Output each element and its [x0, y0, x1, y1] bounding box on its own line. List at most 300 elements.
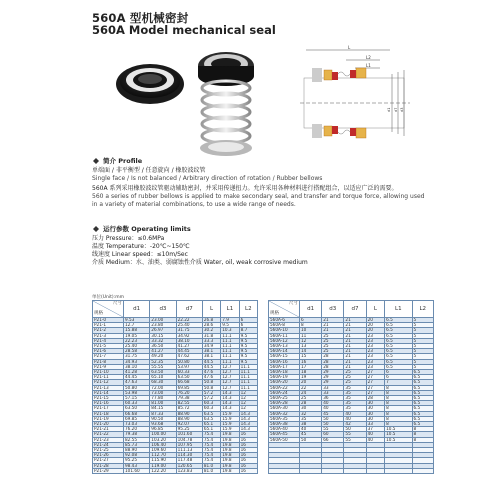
table-cell-value: 12.7 — [221, 370, 239, 375]
table-cell-value: 11.1 — [239, 385, 257, 390]
table-cell-value: 5 — [412, 359, 434, 364]
table-cell-value: 79.38 — [124, 432, 150, 437]
table-cell-value: 10.5 — [385, 432, 412, 437]
table-cell-value: 12 — [239, 401, 257, 406]
col-header-L1: L1 — [385, 301, 412, 318]
table-cell-value: 19.8 — [221, 453, 239, 458]
table-cell-value: 123.83 — [176, 468, 202, 473]
table-cell-value: 23 — [366, 364, 385, 369]
table-corner-header: 尺寸 规格 — [94, 301, 122, 316]
table-cell-model: P21-13 — [93, 385, 124, 390]
unit-note: 单位(Unit):mm — [92, 295, 124, 300]
diamond-bullet-icon — [92, 226, 100, 232]
table-cell-value: 44.45 — [176, 349, 202, 354]
table-cell-value: 38.1 — [202, 349, 220, 354]
col-header-L2: L2 — [239, 301, 257, 318]
table-cell-value: 11.1 — [239, 380, 257, 385]
table-cell-value: 50 — [322, 422, 344, 427]
table-cell-value: 76.20 — [176, 390, 202, 395]
table-cell-value: 31.8 — [202, 333, 220, 338]
table-cell-value: 9.5 — [239, 354, 257, 359]
table-cell-value: 9.53 — [124, 318, 150, 323]
table-cell-model: 560A-15 — [269, 354, 300, 359]
table-cell-value: 44.5 — [202, 364, 220, 369]
table-cell-value: 19.8 — [221, 432, 239, 437]
table-cell-value: 19.8 — [221, 437, 239, 442]
table-cell-value: 21 — [344, 349, 366, 354]
table-cell-value: 41.28 — [124, 370, 150, 375]
table-cell-value: 65.10 — [150, 375, 176, 380]
table-cell-value: 50.80 — [176, 359, 202, 364]
table-cell-model: P21-3 — [93, 333, 124, 338]
table-cell-value: 35 — [344, 406, 366, 411]
table-cell-value: 57.2 — [202, 396, 220, 401]
table-cell-value: 6.5 — [412, 375, 434, 380]
table-cell-value: 33.3 — [202, 338, 220, 343]
col-header-d1: d1 — [300, 301, 322, 318]
table-cell-value: 5 — [412, 318, 434, 323]
table-cell-value: 6 — [239, 323, 257, 328]
table-cell-value — [344, 468, 366, 473]
table-cell-model: 560A-40 — [269, 427, 300, 432]
product-photo — [108, 44, 268, 164]
dim-label-d3: d3 — [400, 107, 404, 112]
table-cell-value: 14.3 — [221, 390, 239, 395]
table-cell-value: 25 — [322, 349, 344, 354]
table-cell-value: 36 — [322, 396, 344, 401]
table-cell-value: 6.5 — [412, 370, 434, 375]
operating-temperature: 温度 Temperature：-20℃~150℃ — [92, 243, 190, 250]
table-cell-value: 6.5 — [385, 323, 412, 328]
table-cell-value: 41.27 — [176, 344, 202, 349]
table-cell-value: 27 — [366, 375, 385, 380]
table-cell-value: 12.7 — [221, 364, 239, 369]
table-cell-value: 27 — [366, 380, 385, 385]
table-cell-value: 11.1 — [221, 354, 239, 359]
table-cell-value: 23 — [366, 354, 385, 359]
table-cell-value: 20 — [366, 318, 385, 323]
table-cell-value: 23.80 — [150, 323, 176, 328]
table-cell-value: 8 — [385, 411, 412, 416]
col-header-d3: d3 — [322, 301, 344, 318]
profile-line1: 单端面 / 非平衡型 / 任意旋向 / 橡胶波纹管 — [92, 167, 206, 174]
table-cell-value: 8 — [385, 390, 412, 395]
table-cell-value: 6.5 — [385, 333, 412, 338]
table-cell-value: 19.05 — [124, 333, 150, 338]
table-cell-value: 8 — [385, 416, 412, 421]
dim-label-d7: d7 — [394, 107, 398, 112]
table-cell-value: 21 — [344, 344, 366, 349]
table-cell-model: 560A-8 — [269, 323, 300, 328]
table-corner-header: 尺寸 规格 — [270, 301, 298, 316]
table-cell-value: 7.9 — [221, 318, 239, 323]
table-cell-value: 25 — [322, 333, 344, 338]
table-cell-value: 68.30 — [150, 380, 176, 385]
table-cell-value: 49.20 — [150, 354, 176, 359]
table-cell-value: 21 — [344, 333, 366, 338]
table-cell-value: 75.4 — [202, 432, 220, 437]
table-cell-value: 6.5 — [385, 318, 412, 323]
table-cell-value: 25 — [344, 370, 366, 375]
table-cell-value: 82.55 — [176, 401, 202, 406]
table-cell-value: 66 — [322, 437, 344, 442]
table-cell-value: 82.55 — [124, 437, 150, 442]
table-cell-value: 12 — [239, 396, 257, 401]
table-cell-value: 27 — [366, 385, 385, 390]
table-cell-value: 7 — [385, 380, 412, 385]
table-cell-value: 18 — [300, 370, 322, 375]
table-cell-model: P21-18 — [93, 411, 124, 416]
table-cell-value: 45 — [322, 411, 344, 416]
table-cell-value — [322, 468, 344, 473]
table-cell-value: 6.5 — [385, 349, 412, 354]
table-cell-value: 16 — [239, 463, 257, 468]
col-header-d1: d1 — [124, 301, 150, 318]
table-cell-model: P21-19 — [93, 416, 124, 421]
col-header-L1: L1 — [221, 301, 239, 318]
table-cell-value: 12.7 — [124, 323, 150, 328]
table-cell-value: 25 — [300, 396, 322, 401]
dimension-table-p21 — [92, 300, 258, 474]
table-cell-model: P21-23 — [93, 437, 124, 442]
table-cell-model: P21-27 — [93, 458, 124, 463]
table-cell-value: 34.9 — [202, 344, 220, 349]
table-cell-value: 22.22 — [176, 318, 202, 323]
table-cell-value: 12 — [239, 406, 257, 411]
profile-line5: in a variety of material combinations, to use a wide range of needs. — [92, 201, 296, 208]
table-cell-model: 560A-20 — [269, 380, 300, 385]
table-cell-value: 65.1 — [202, 422, 220, 427]
table-cell-value: 25 — [322, 338, 344, 343]
table-cell-value: 11.1 — [221, 333, 239, 338]
table-cell-value: 8 — [385, 422, 412, 427]
table-cell-value: 40 — [322, 406, 344, 411]
table-cell-value: 16 — [300, 359, 322, 364]
table-cell-value: 81.00 — [150, 401, 176, 406]
table-cell-model: P21-11 — [93, 375, 124, 380]
table-cell-value: 22 — [300, 385, 322, 390]
table-cell-value: 23.00 — [150, 318, 176, 323]
table-cell-value: 117.48 — [176, 458, 202, 463]
table-cell-model: P21-9 — [93, 364, 124, 369]
col-header-L2: L2 — [412, 301, 434, 318]
table-cell-value: 93.68 — [150, 422, 176, 427]
table-cell-value: 36.50 — [150, 344, 176, 349]
table-row — [269, 468, 434, 473]
table-cell-value: 73.03 — [124, 422, 150, 427]
table-cell-value: 6.5 — [385, 328, 412, 333]
table-cell-value: 28 — [366, 396, 385, 401]
table-cell-value: 28 — [322, 359, 344, 364]
table-cell-model: 560A-35 — [269, 416, 300, 421]
operating-medium: 介质 Medium：水、油类、弱腐蚀性介质 Water, oil, weak corrosive medium — [92, 259, 308, 266]
table-cell-model: 560A-11 — [269, 333, 300, 338]
table-cell-value: 5 — [412, 344, 434, 349]
table-cell-value: 79.38 — [176, 396, 202, 401]
table-cell-model: P21-17 — [93, 406, 124, 411]
table-cell-value: 5 — [412, 323, 434, 328]
table-cell-value: 63.50 — [176, 375, 202, 380]
table-cell-value: 15.9 — [221, 416, 239, 421]
table-cell-value: 6.5 — [412, 401, 434, 406]
table-cell-value: 21 — [344, 338, 366, 343]
table-cell-value: 101.60 — [176, 432, 202, 437]
table-cell-value: 14.3 — [239, 427, 257, 432]
table-cell-value: 98.43 — [124, 463, 150, 468]
table-cell-value: 115.90 — [150, 458, 176, 463]
table-cell-model: P21-14 — [93, 390, 124, 395]
table-cell-value: 55.55 — [150, 364, 176, 369]
table-cell-value: 38 — [300, 422, 322, 427]
table-cell-value: 6.5 — [412, 385, 434, 390]
table-cell-model: P21-2 — [93, 328, 124, 333]
table-cell-value: 100.00 — [150, 432, 176, 437]
table-cell-value: 14 — [300, 349, 322, 354]
table-cell-model: 560A-10 — [269, 328, 300, 333]
table-cell-value: 11.1 — [221, 359, 239, 364]
table-cell-value: 40 — [344, 416, 366, 421]
profile-line3: 560A 系列采用橡胶波纹管驱动辅助密封，并采用传递扭力。允许采用各种材料进行搭配组合，以适应广泛的需要。 — [92, 185, 398, 192]
table-cell-value: 12.7 — [221, 375, 239, 380]
table-cell-value: 6 — [300, 318, 322, 323]
table-cell-value: 33.32 — [150, 338, 176, 343]
table-cell-value: 32 — [300, 411, 322, 416]
table-cell-value: 6.5 — [385, 359, 412, 364]
dim-label-L1: L1 — [366, 63, 371, 68]
table-cell-value: 11.1 — [221, 338, 239, 343]
table-cell-value: 6.5 — [412, 396, 434, 401]
table-cell-value: 6.5 — [412, 416, 434, 421]
profile-line4: 560 a series of rubber bellows is applied to make secondary seal, and transfer and torque force, allowing used — [92, 193, 425, 200]
table-cell-value: 17 — [300, 364, 322, 369]
table-cell-value: 50 — [322, 416, 344, 421]
table-cell-model: P21-21 — [93, 427, 124, 432]
table-cell-value: 19.8 — [221, 468, 239, 473]
technical-drawing — [300, 44, 410, 162]
table-cell-value: 72.00 — [150, 385, 176, 390]
table-cell-model — [269, 468, 300, 473]
table-cell-value: 21 — [344, 318, 366, 323]
table-cell-value: 75.4 — [202, 448, 220, 453]
table-cell-value: 14.3 — [239, 416, 257, 421]
table-cell-value: 92.08 — [124, 453, 150, 458]
dim-label-L: L — [348, 45, 351, 50]
table-cell-model: 560A-30 — [269, 406, 300, 411]
table-cell-value: 8.7 — [239, 328, 257, 333]
table-cell-model: 560A-45 — [269, 432, 300, 437]
table-cell-value: 8 — [385, 396, 412, 401]
table-cell-value: 10.5 — [385, 427, 412, 432]
table-cell-value: 23 — [366, 338, 385, 343]
table-cell-value — [412, 468, 434, 473]
table-cell-value: 5 — [412, 349, 434, 354]
table-cell-value: 6.5 — [412, 422, 434, 427]
table-cell-value: 77.80 — [150, 396, 176, 401]
table-cell-value: 11.1 — [239, 364, 257, 369]
table-cell-value: 120.65 — [176, 463, 202, 468]
table-cell-model: P21-22 — [93, 432, 124, 437]
table-cell-value: 84.15 — [150, 406, 176, 411]
table-cell-value: 24 — [300, 390, 322, 395]
table-cell-value: 16 — [239, 437, 257, 442]
table-cell-value: 63.50 — [150, 370, 176, 375]
col-header-d3: d3 — [150, 301, 176, 318]
table-cell-value: 21 — [344, 364, 366, 369]
table-cell-value: 21 — [344, 328, 366, 333]
table-cell-value: 5 — [412, 333, 434, 338]
table-cell-value: 76.20 — [124, 427, 150, 432]
table-cell-model: P21-28 — [93, 463, 124, 468]
table-cell-value: 25 — [344, 375, 366, 380]
table-cell-value: 40 — [322, 401, 344, 406]
table-cell-value: 50.80 — [124, 385, 150, 390]
table-cell-model: 560A-50 — [269, 437, 300, 442]
table-cell-model: P21-29 — [93, 468, 124, 473]
table-cell-value: 5 — [412, 354, 434, 359]
table-cell-value: 19.8 — [221, 463, 239, 468]
table-cell-value: 6.5 — [412, 406, 434, 411]
table-cell-value: 85.73 — [124, 442, 150, 447]
table-cell-value: 15.9 — [221, 411, 239, 416]
table-cell-value: 8 — [412, 432, 434, 437]
table-cell-value: 81.0 — [202, 463, 220, 468]
table-cell-value: 22.23 — [124, 338, 150, 343]
table-cell-value: 16 — [239, 442, 257, 447]
table-cell-value: 29 — [322, 370, 344, 375]
table-cell-value: 63.50 — [124, 406, 150, 411]
table-cell-value: 60.3 — [202, 406, 220, 411]
table-cell-value: 16 — [239, 432, 257, 437]
table-cell-value: 31.75 — [176, 328, 202, 333]
table-cell-value: 101.60 — [124, 468, 150, 473]
table-cell-value: 30 — [366, 406, 385, 411]
table-cell-model: P21-4 — [93, 338, 124, 343]
col-header-L: L — [202, 301, 220, 318]
table-cell-value: 19.8 — [221, 442, 239, 447]
title-en: 560A Model mechanical seal — [92, 23, 276, 37]
table-cell-value: 38.10 — [176, 338, 202, 343]
table-cell-value: 23 — [366, 349, 385, 354]
table-cell-value: 26.97 — [150, 328, 176, 333]
table-cell-value: 14.3 — [239, 422, 257, 427]
table-cell-value: 19 — [300, 375, 322, 380]
table-cell-value: 6.5 — [385, 344, 412, 349]
table-cell-value: 50.8 — [202, 385, 220, 390]
table-cell-value: 69.85 — [124, 416, 150, 421]
table-cell-value: 40 — [344, 411, 366, 416]
table-cell-value: 52.35 — [150, 359, 176, 364]
table-cell-value: 15.88 — [124, 328, 150, 333]
table-cell-value: 30 — [366, 411, 385, 416]
table-cell-value: 11 — [300, 333, 322, 338]
table-cell-value: 28 — [322, 364, 344, 369]
table-cell-model: 560A-12 — [269, 338, 300, 343]
table-cell-value: 16 — [239, 453, 257, 458]
table-cell-value: 109.60 — [150, 448, 176, 453]
table-cell-value: 25 — [322, 344, 344, 349]
table-cell-value — [300, 468, 322, 473]
table-cell-value: 9.5 — [239, 344, 257, 349]
table-cell-value: 33 — [366, 422, 385, 427]
table-cell-value — [366, 468, 385, 473]
table-cell-value: 47.6 — [202, 375, 220, 380]
table-cell-value: 35 — [344, 385, 366, 390]
table-cell-value: 29 — [322, 375, 344, 380]
table-cell-value: 11.1 — [239, 375, 257, 380]
table-cell-value: 60 — [322, 432, 344, 437]
table-cell-value: 35 — [344, 401, 366, 406]
table-cell-value: 55 — [344, 437, 366, 442]
table-cell-value: 40 — [366, 432, 385, 437]
table-cell-value: 14.3 — [239, 411, 257, 416]
table-cell-value: 88.90 — [176, 411, 202, 416]
dimension-table-560a — [268, 300, 434, 474]
table-cell-value: 92.07 — [176, 422, 202, 427]
table-cell-value: 33 — [322, 390, 344, 395]
table-cell-value: 12 — [300, 338, 322, 343]
col-header-L: L — [366, 301, 385, 318]
col-header-d7: d7 — [344, 301, 366, 318]
table-cell-value: 75.4 — [202, 442, 220, 447]
table-cell-value: 106.40 — [150, 442, 176, 447]
table-cell-model: 560A-18 — [269, 370, 300, 375]
table-cell-value: 30 — [366, 401, 385, 406]
table-cell-value: 12.7 — [221, 380, 239, 385]
table-cell-value: 9.5 — [239, 333, 257, 338]
table-cell-model: 560A-17 — [269, 364, 300, 369]
table-cell-value: 28 — [322, 354, 344, 359]
table-cell-value: 75.4 — [202, 458, 220, 463]
table-cell-value: 21 — [344, 354, 366, 359]
table-cell-value: 30 — [300, 406, 322, 411]
table-cell-value: 27 — [366, 370, 385, 375]
table-cell-value: 88.90 — [124, 448, 150, 453]
table-cell-value: 60.3 — [202, 401, 220, 406]
table-cell-value: 9.5 — [239, 349, 257, 354]
table-cell-value: 25 — [344, 380, 366, 385]
table-cell-model: 560A-19 — [269, 375, 300, 380]
table-cell-model: 560A-25 — [269, 396, 300, 401]
table-cell-value: 69.85 — [176, 385, 202, 390]
table-cell-value: 21 — [322, 328, 344, 333]
table-cell-value: 6 — [385, 370, 412, 375]
table-cell-value: 66.68 — [124, 411, 150, 416]
table-cell-value: 122.20 — [150, 468, 176, 473]
table-cell-model: 560A-13 — [269, 344, 300, 349]
table-cell-value: 41.27 — [150, 349, 176, 354]
table-cell-value: 30.15 — [150, 333, 176, 338]
table-cell-value: 88.90 — [176, 416, 202, 421]
table-cell-value: 15 — [300, 354, 322, 359]
table-cell-value: 13 — [300, 344, 322, 349]
table-cell-value: 38.1 — [202, 354, 220, 359]
table-cell-value: 6 — [239, 318, 257, 323]
table-cell-value: 66.68 — [176, 380, 202, 385]
table-cell-value: 95.25 — [176, 427, 202, 432]
table-cell-model: 560A-32 — [269, 411, 300, 416]
table-cell-value: 8 — [385, 385, 412, 390]
table-cell-value: 27 — [366, 390, 385, 395]
table-cell-value: 21 — [344, 323, 366, 328]
table-cell-value: 55 — [322, 427, 344, 432]
table-cell-value: 111.13 — [176, 448, 202, 453]
table-cell-value: 28.58 — [124, 349, 150, 354]
table-cell-value: 14.3 — [221, 401, 239, 406]
table-cell-value: 34.92 — [176, 333, 202, 338]
table-cell-value: 65.1 — [202, 427, 220, 432]
table-cell-model: P21-12 — [93, 380, 124, 385]
table-cell-model: P21-16 — [93, 401, 124, 406]
